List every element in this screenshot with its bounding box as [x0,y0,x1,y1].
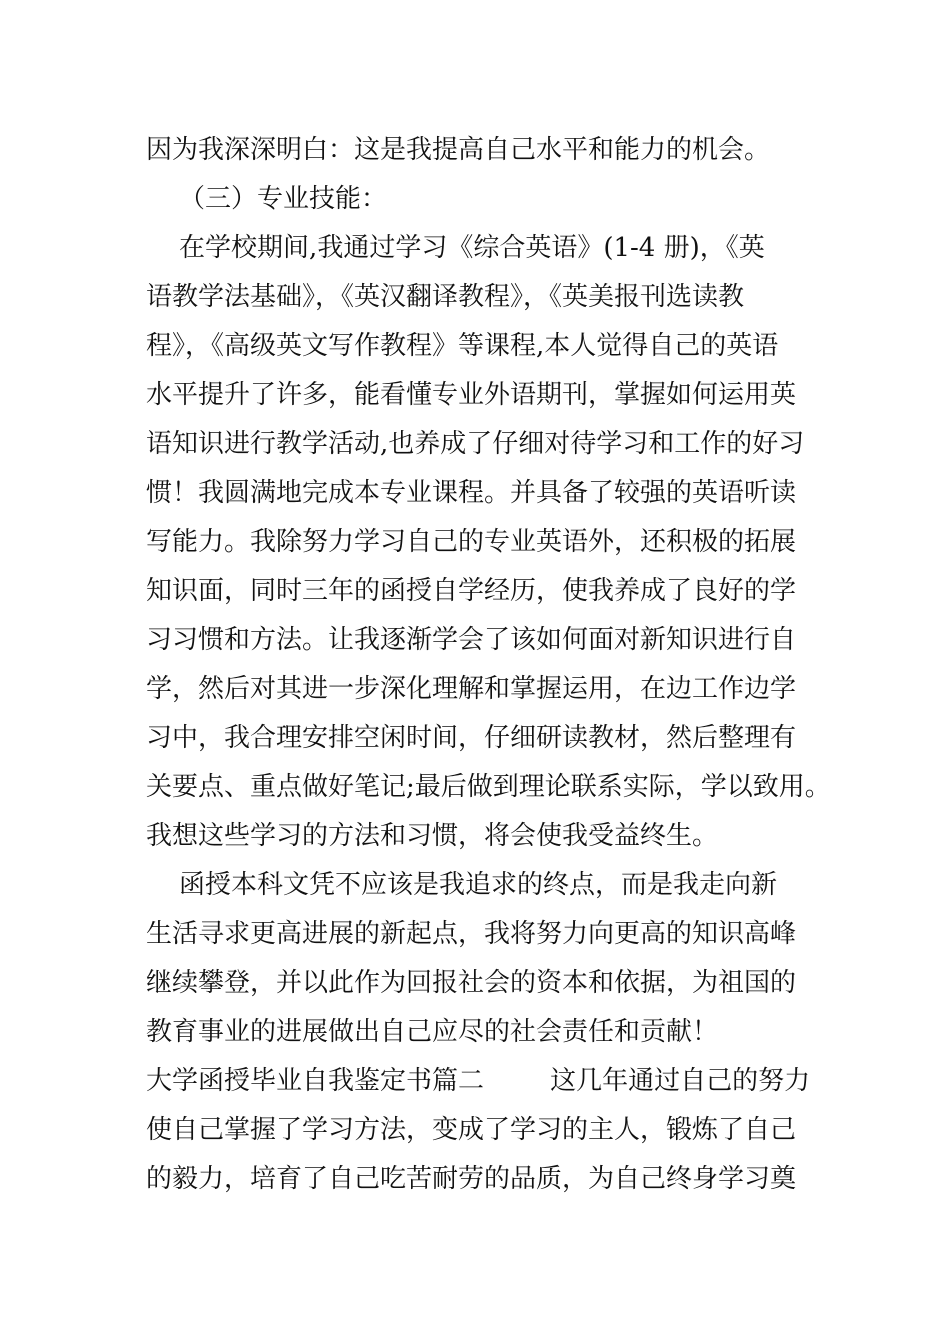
text-line: 习习惯和方法。让我逐渐学会了该如何面对新知识进行自 [146,625,797,655]
text-line: 的毅力，培育了自己吃苦耐劳的品质，为自己终身学习奠 [146,1164,797,1194]
text-line: 习中，我合理安排空闲时间，仔细研读教材，然后整理有 [146,723,797,753]
text-line: 在学校期间,我通过学习《综合英语》(1-4 册)，《英 [146,233,765,263]
text-line: 继续攀登，并以此作为回报社会的资本和依据，为祖国的 [146,968,797,998]
text-line: 写能力。我除努力学习自己的专业英语外，还积极的拓展 [146,527,797,557]
text-line: 使自己掌握了学习方法，变成了学习的主人，锻炼了自己 [146,1115,797,1145]
text-line: 语教学法基础》，《英汉翻译教程》，《英美报刊选读教 [146,282,745,312]
text-line: 程》，《高级英文写作教程》等课程,本人觉得自己的英语 [146,331,779,361]
text-line: 教育事业的进展做出自己应尽的社会责任和贡献！ [146,1017,719,1047]
text-line: 大学函授毕业自我鉴定书篇二 这几年通过自己的努力 [146,1066,811,1096]
text-line: 学，然后对其进一步深化理解和掌握运用，在边工作边学 [146,674,797,704]
section-heading: （三）专业技能： [146,184,388,214]
text-line: 知识面，同时三年的函授自学经历，使我养成了良好的学 [146,576,797,606]
text-line: 因为我深深明白：这是我提高自己水平和能力的机会。 [146,135,771,165]
text-line: 水平提升了许多，能看懂专业外语期刊，掌握如何运用英 [146,380,797,410]
text-line: 惯！我圆满地完成本专业课程。并具备了较强的英语听读 [146,478,797,508]
text-line: 我想这些学习的方法和习惯，将会使我受益终生。 [146,821,719,851]
text-line: 函授本科文凭不应该是我追求的终点，而是我走向新 [146,870,778,900]
text-line: 语知识进行教学活动,也养成了仔细对待学习和工作的好习 [146,429,805,459]
text-line: 关要点、重点做好笔记;最后做到理论联系实际，学以致用。 [146,772,831,802]
text-line: 生活寻求更高进展的新起点，我将努力向更高的知识高峰 [146,919,797,949]
